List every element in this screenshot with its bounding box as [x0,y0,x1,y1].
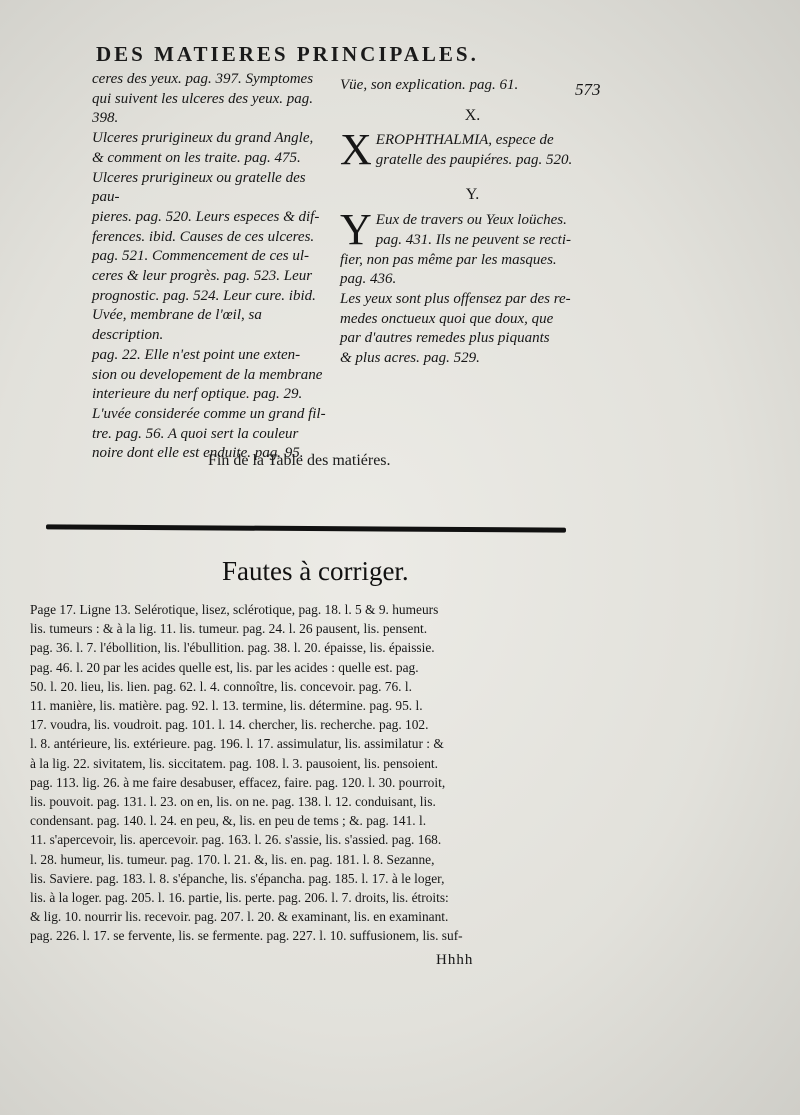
entry-line: pag. 436. [340,271,397,288]
running-head: DES MATIERES PRINCIPALES. [96,42,479,66]
errata-line: pag. 46. l. 20 par les acides quelle est, lis. par les acides : quelle est. pag. [30,659,419,675]
index-entry [340,290,605,369]
entry-line: Ulceres prurigineux ou gratelle des pau- [92,169,306,206]
section-letter-y: Y. [465,186,480,204]
entry-line: fier, non pas même par les masques. [340,251,557,268]
entry-line: ceres des yeux. pag. 397. Symptomes [92,71,314,87]
entry-line: 398. [92,110,119,127]
entry-line: pag. 431. Ils ne peuvent se recti- [375,231,572,248]
errata-line: 17. voudra, lis. voudroit. pag. 101. l. 14. chercher, lis. recherche. pag. 102. [30,717,429,733]
entry-line: pag. 22. Elle n'est point une exten- [92,346,301,363]
index-entry [92,169,332,307]
end-of-table-note: Fin de la Table des matiéres. [208,452,391,469]
errata-line: à la lig. 22. sivitatem, lis. siccitatem. pag. 108. l. 3. pausoient, lis. pensoient. [30,755,438,771]
index-entry [92,70,332,129]
index-entry [340,125,605,175]
page-number: 573 [575,80,601,99]
entry-line: interieure du nerf optique. pag. 29. [92,386,303,403]
entry-line: EROPHTHALMIA, espece de [375,132,554,149]
errata-line: lis. pouvoit. pag. 131. l. 23. on en, lis. on ne. pag. 138. l. 12. conduisant, lis. [30,794,436,810]
errata-line: l. 8. antérieure, lis. extérieure. pag. 196. l. 17. assimulatur, lis. assimilatur : & [30,736,444,752]
errata-line: l. 28. humeur, lis. tumeur. pag. 170. l. 21. &, lis. en. pag. 181. l. 8. Sezanne, [30,851,435,867]
errata-line: 11. s'apercevoir, lis. apercevoir. pag. 163. l. 26. s'assie, lis. s'assied. pag. 168. [30,832,442,848]
entry-line: noire dont elle est enduite. pag. 95. [92,445,304,462]
errata-line: pag. 113. lig. 26. à me faire desabuser, effacez, faire. pag. 120. l. 30. pourroit, [30,774,446,790]
entry-line: & plus acres. pag. 529. [340,350,480,367]
entry-line: gratelle des paupiéres. pag. 520. [375,152,573,169]
entry-line: L'uvée considerée comme un grand fil- [92,405,326,422]
errata-line: & lig. 10. nourrir lis. recevoir. pag. 207. l. 20. & examinant, lis. en examinant. [30,909,449,925]
entry-line: sion ou developement de la membrane [92,366,323,383]
errata-line: lis. tumeurs : & à la lig. 11. lis. tumeur. pag. 24. l. 26 pausent, lis. pensent. [30,621,428,637]
index-entry [340,205,605,290]
entry-line: qui suivent les ulceres des yeux. pag. [92,90,314,107]
entry-line: pieres. pag. 520. Leurs especes & dif- [92,208,320,225]
errata-line: condensant. pag. 140. l. 24. en peu, &, lis. en peu de tems ; &. pag. 141. l. [30,813,427,829]
entry-line: Ulceres prurigineux du grand Angle, [92,130,314,147]
errata-list [30,600,608,946]
entry-line: prognostic. pag. 524. Leur cure. ibid. [92,287,316,304]
errata-line: 11. manière, lis. matière. pag. 92. l. 13. termine, lis. détermine. pag. 95. l. [30,698,423,714]
errata-line: Page 17. Ligne 13. Selérotique, lisez, sclérotique, pag. 18. l. 5 & 9. humeurs [30,602,439,617]
entry-line: Les yeux sont plus offensez par des re- [340,290,571,307]
index-left-column [92,70,332,464]
entry-line: ferences. ibid. Causes de ces ulceres. [92,228,315,245]
index-entry [92,306,332,464]
errata-line: lis. à la loger. pag. 205. l. 16. partie, lis. perte. pag. 206. l. 7. droits, lis. étroits: [30,890,449,906]
errata-title: Fautes à corriger. [222,556,409,586]
drop-cap: X [340,125,372,175]
entry-line: & comment on les traite. pag. 475. [92,149,301,166]
entry-line: ceres & leur progrès. pag. 523. Leur [92,268,313,285]
errata-line: pag. 36. l. 7. l'ébollition, lis. l'ébullition. pag. 38. l. 20. épaisse, lis. épaissie. [30,640,435,656]
horizontal-rule [46,524,566,532]
errata-line: 50. l. 20. lieu, lis. lien. pag. 62. l. 4. connoître, lis. concevoir. pag. 76. l. [30,678,412,694]
section-letter-x: X. [464,106,481,124]
entry-line: Eux de travers ou Yeux loüches. [375,212,567,229]
entry-line: Uvée, membrane de l'œil, sa description. [92,307,262,344]
signature-mark: Hhhh [436,952,474,968]
entry-line: medes onctueux quoi que doux, que [340,310,554,327]
entry-line: tre. pag. 56. A quoi sert la couleur [92,425,299,442]
entry-line: pag. 521. Commencement de ces ul- [92,248,310,265]
index-entry [92,129,332,168]
errata-line: lis. Saviere. pag. 183. l. 8. s'épanche, lis. s'épancha. pag. 185. l. 17. à le loger, [30,870,445,886]
entry-line: par d'autres remedes plus piquants [340,330,550,347]
index-entry: Vüe, son explication. pag. 61. [340,77,519,93]
index-right-column [340,76,605,369]
errata-line: pag. 226. l. 17. se fervente, lis. se fermente. pag. 227. l. 10. suffusionem, lis. suf- [30,928,463,944]
drop-cap: Y [340,205,372,255]
